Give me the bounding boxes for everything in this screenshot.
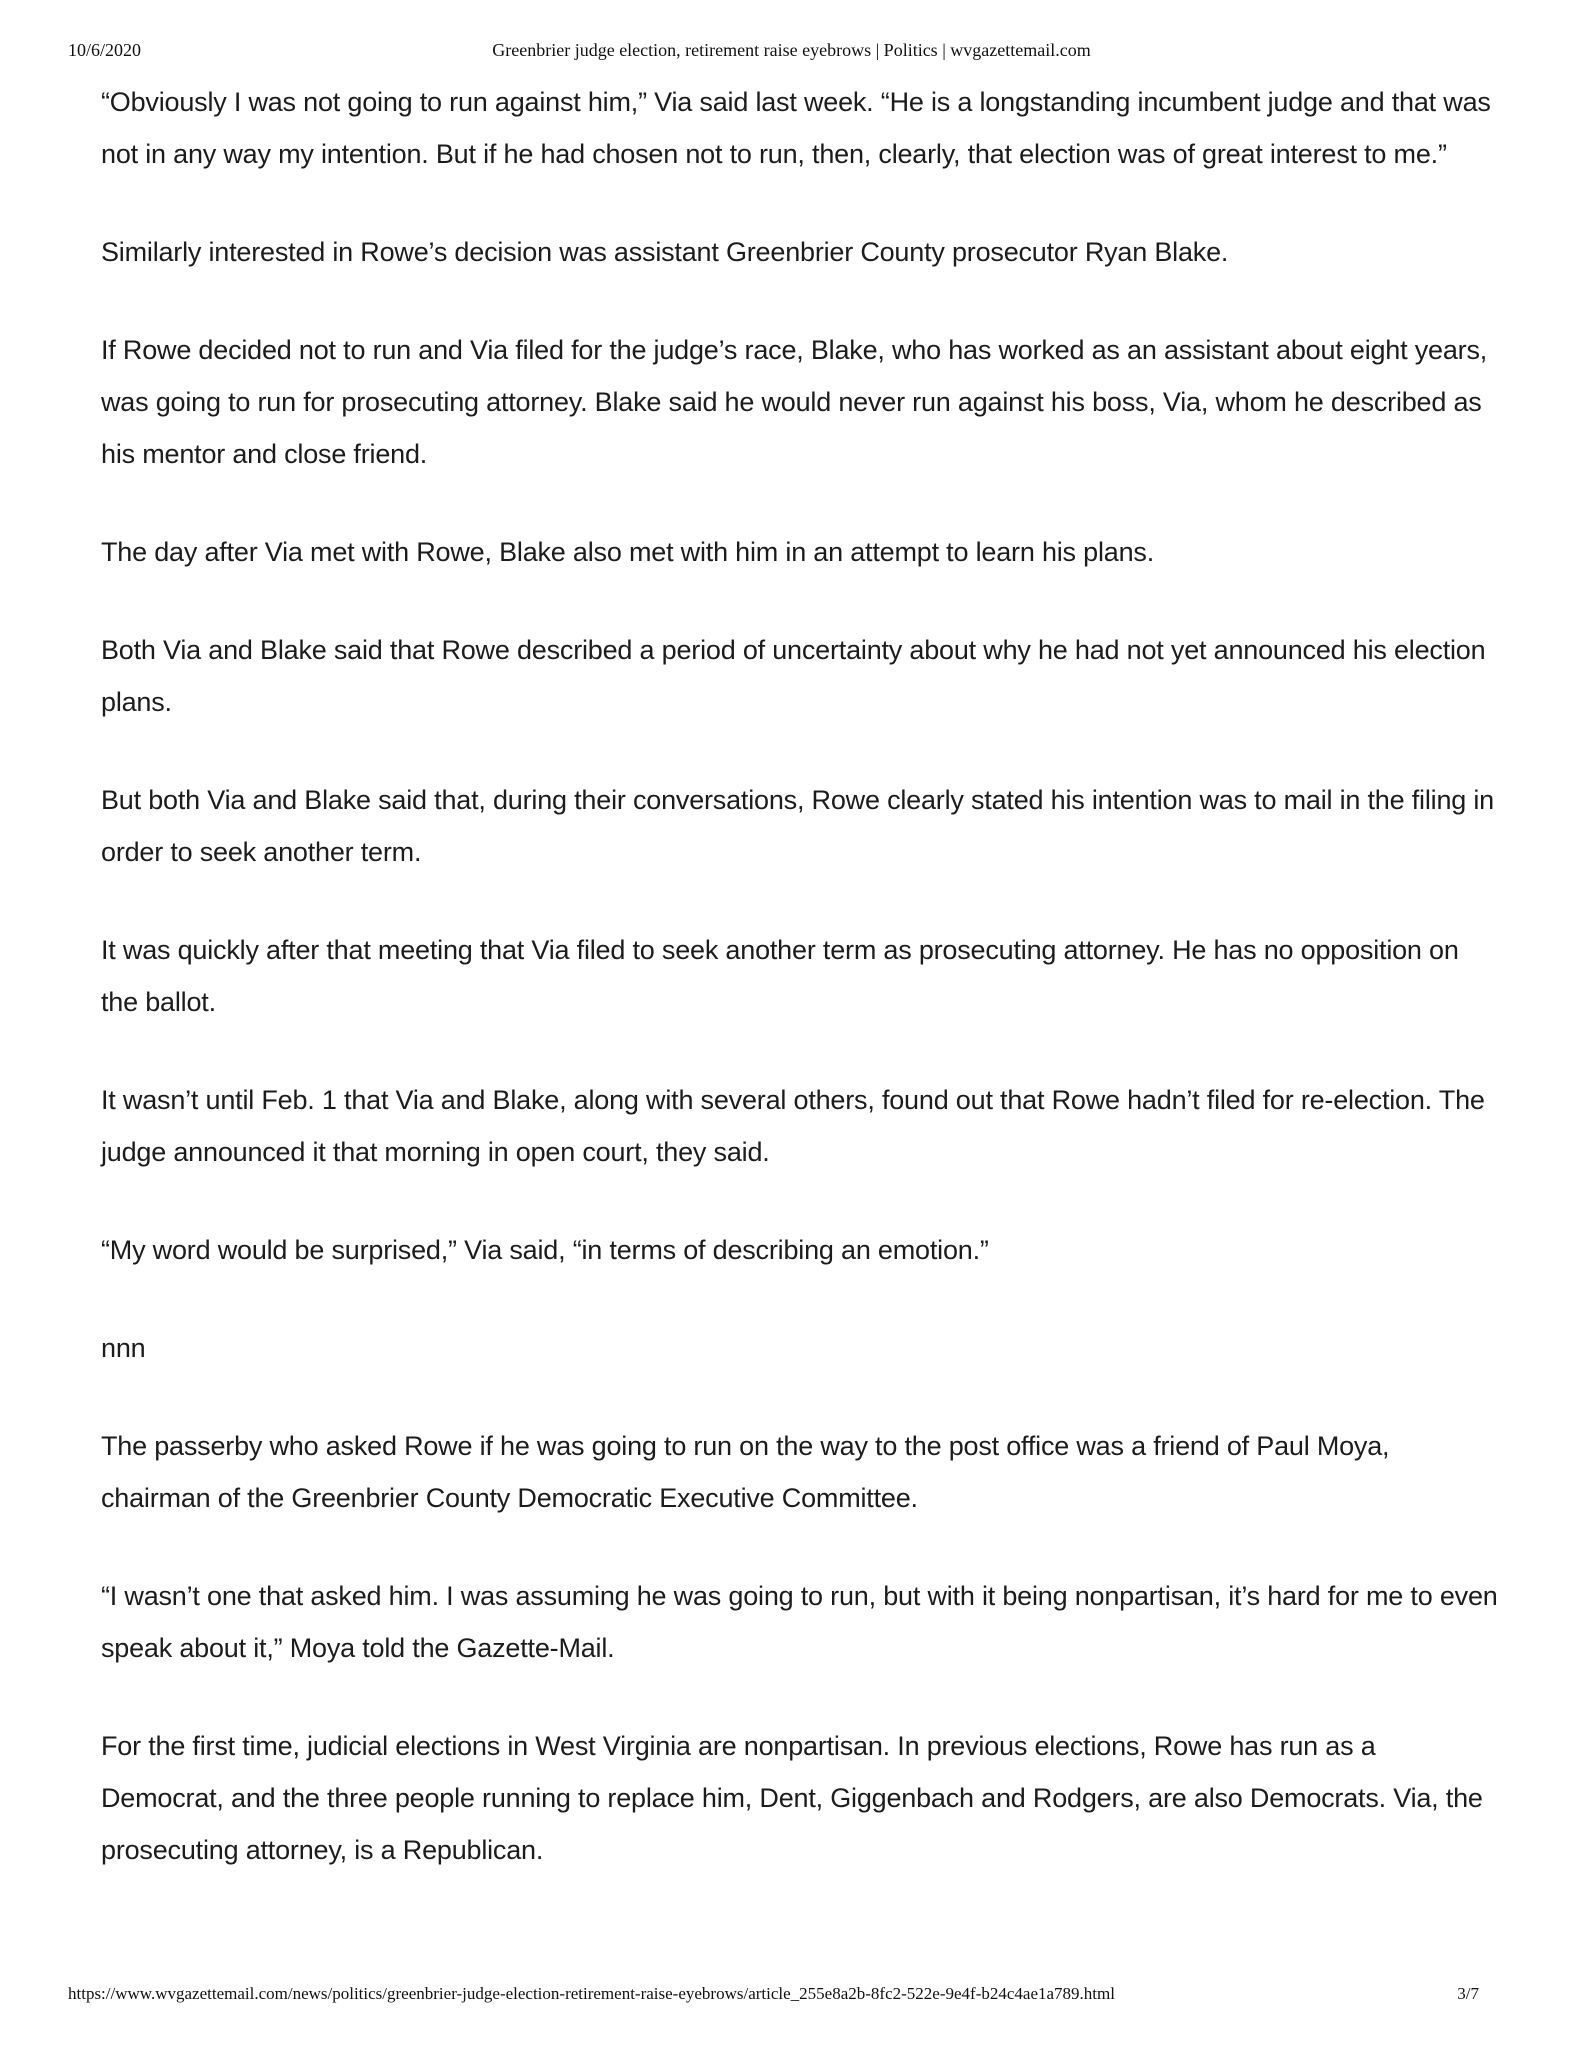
article-paragraph: For the first time, judicial elections in West Virginia are nonpartisan. In previous elections, Rowe has run as a Democrat, and the three people running to replace him, Dent, Giggenbach and Rodgers, are also Democrats. Via, the prosecuting attorney, is a Republican. xyxy=(101,1731,1483,1865)
print-url: https://www.wvgazettemail.com/news/politics/greenbrier-judge-election-retirement-raise-eyebrows/article_255e8a2b-8fc2-522e-9e4f-b24c4ae1a789.html xyxy=(68,1984,1115,2003)
print-date: 10/6/2020 xyxy=(68,40,142,60)
article-body xyxy=(101,76,1501,1922)
article-paragraph: “I wasn’t one that asked him. I was assuming he was going to run, but with it being nonpartisan, it’s hard for me to even speak about it,” Moya told the Gazette-Mail. xyxy=(101,1581,1498,1663)
article-paragraph: Both Via and Blake said that Rowe described a period of uncertainty about why he had not yet announced his election plans. xyxy=(101,635,1486,717)
article-paragraph: “Obviously I was not going to run against him,” Via said last week. “He is a longstanding incumbent judge and that was not in any way my intention. But if he had chosen not to run, then, clearly, that election was of great interest to me.” xyxy=(101,87,1491,169)
article-paragraph: But both Via and Blake said that, during their conversations, Rowe clearly stated his intention was to mail in the filing in order to seek another term. xyxy=(101,785,1494,867)
print-footer xyxy=(68,1984,1515,2008)
print-page-title: Greenbrier judge election, retirement raise eyebrows | Politics | wvgazettemail.com xyxy=(492,40,1091,60)
article-paragraph: It was quickly after that meeting that Via filed to seek another term as prosecuting attorney. He has no opposition on the ballot. xyxy=(101,935,1459,1017)
section-separator: nnn xyxy=(101,1333,146,1363)
article-paragraph: It wasn’t until Feb. 1 that Via and Blake, along with several others, found out that Rowe hadn’t filed for re-election. The judge announced it that morning in open court, they said. xyxy=(101,1085,1485,1167)
article-paragraph: If Rowe decided not to run and Via filed for the judge’s race, Blake, who has worked as an assistant about eight years, was going to run for prosecuting attorney. Blake said he would never run against his boss, Via, whom he described as his mentor and close friend. xyxy=(101,335,1488,469)
article-paragraph: Similarly interested in Rowe’s decision was assistant Greenbrier County prosecutor Ryan Blake. xyxy=(101,237,1229,267)
article-paragraph: The passerby who asked Rowe if he was going to run on the way to the post office was a friend of Paul Moya, chairman of the Greenbrier County Democratic Executive Committee. xyxy=(101,1431,1390,1513)
page-number: 3/7 xyxy=(1457,1984,1479,2003)
article-paragraph: The day after Via met with Rowe, Blake also met with him in an attempt to learn his plans. xyxy=(101,537,1155,567)
print-header xyxy=(68,40,1515,64)
article-paragraph: “My word would be surprised,” Via said, “in terms of describing an emotion.” xyxy=(101,1235,989,1265)
